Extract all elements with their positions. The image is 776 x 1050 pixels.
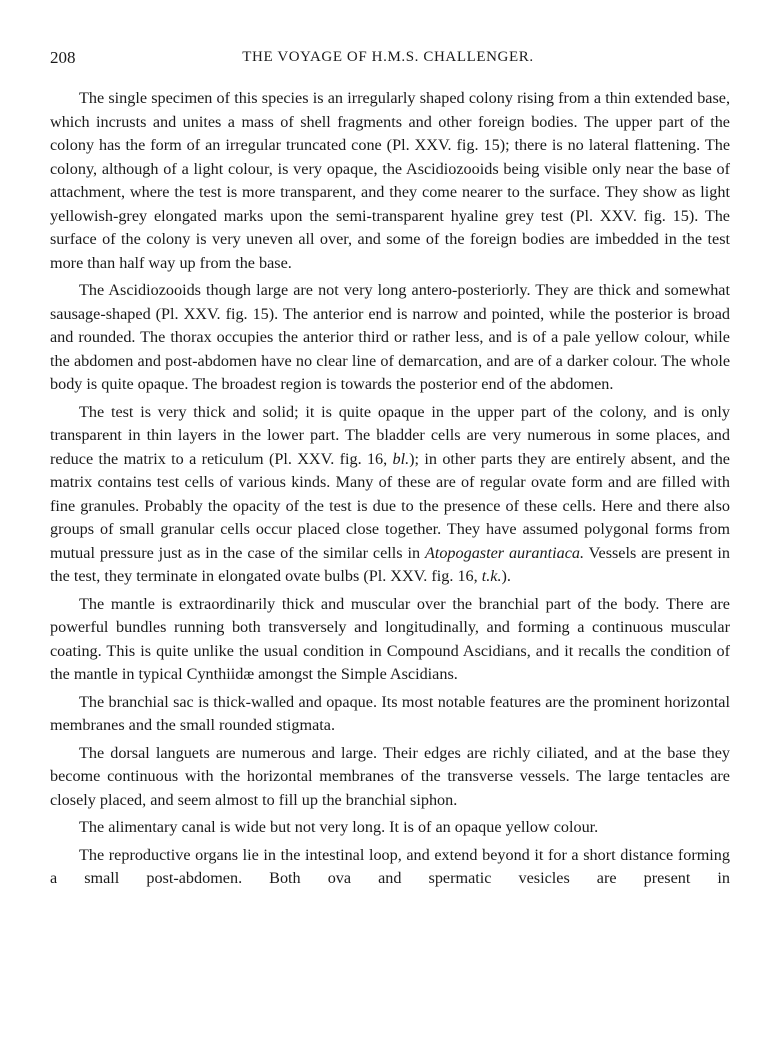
paragraph-colony-description: The single specimen of this species is an irregularly shaped colony rising from a thin extended base, which incrusts and unites a mass of shell fragments and other foreign bodies. The upper part of the colony has the form of an irregular truncated cone (Pl. XXV. fig. 15); there is no lateral flattening. The colony, although of a light colour, is very opaque, the Ascidiozooids being visible only near the base of attachment, where the test is more transparent, and they come nearer to the surface. They show as light yellowish-grey elongated marks upon the semi-transparent hyaline grey test (Pl. XXV. fig. 15). The surface of the colony is very uneven all over, and some of the foreign bodies are imbedded in the test more than half way up from the base. <box>50 89 730 272</box>
paragraph-reproductive-organs: The reproductive organs lie in the intestinal loop, and extend beyond it for a short distance forming a small post-abdomen. Both ova and spermatic vesicles are present in <box>50 845 730 887</box>
test-text-part-2: ); in other parts they are entirely absent, and the matrix contains test cells of various kinds. Many of these are of regular ovate form and are filled with fine granules. Probably the opacity of the test is due to the presence of these cells. Here and there also groups of small granular cells occur placed close together. They have assumed polygonal forms from mutual pressure just as in the case of the similar cells in <box>50 449 730 562</box>
test-text-part-1: The test is very thick and solid; it is quite opaque in the upper part of the colony, and is only transparent in thin layers in the lower part. The bladder cells are very numerous in some places, and reduce the matrix to a reticulum (Pl. XXV. fig. 16, <box>50 402 730 468</box>
paragraph-mantle: The mantle is extraordinarily thick and muscular over the branchial part of the body. There are powerful bundles running both transversely and longitudinally, and forming a continuous muscular coating. This is quite unlike the usual condition in Compound Ascidians, and it recalls the condition of the mantle in typical Cynthiidæ amongst the Simple Ascidians. <box>50 594 730 683</box>
paragraph-dorsal-languets: The dorsal languets are numerous and large. Their edges are richly ciliated, and at the base they become continuous with the horizontal membranes of the transverse vessels. The large tentacles are closely placed, and seem almost to fill up the branchial siphon. <box>50 743 730 809</box>
page-number: 208 <box>50 48 76 67</box>
paragraph-test <box>50 401 730 589</box>
paragraph-branchial-sac: The branchial sac is thick-walled and opaque. Its most notable features are the prominent horizontal membranes and the small rounded stigmata. <box>50 692 730 734</box>
paragraph-ascidiozooids: The Ascidiozooids though large are not very long antero-posteriorly. They are thick and somewhat sausage-shaped (Pl. XXV. fig. 15). The anterior end is narrow and pointed, while the posterior is broad and rounded. The thorax occupies the anterior third or rather less, and is of a pale yellow colour, while the abdomen and post-abdomen have no clear line of demarcation, and are of a darker colour. The whole body is quite opaque. The broadest region is towards the posterior end of the abdomen. <box>50 281 730 393</box>
test-text-part-3: Vessels are present in the test, they terminate in elongated ovate bulbs (Pl. XXV. fig. 16, <box>50 543 730 585</box>
running-title: THE VOYAGE OF H.M.S. CHALLENGER. <box>242 49 534 65</box>
species-name: Atopogaster aurantiaca. <box>424 543 585 562</box>
page-header <box>50 48 726 72</box>
test-text-part-4: ). <box>501 567 511 585</box>
figure-label-bl: bl. <box>392 449 410 468</box>
paragraph-alimentary-canal: The alimentary canal is wide but not very long. It is of an opaque yellow colour. <box>79 818 599 836</box>
figure-label-tk: t.k. <box>481 567 502 585</box>
body-text <box>50 87 730 895</box>
